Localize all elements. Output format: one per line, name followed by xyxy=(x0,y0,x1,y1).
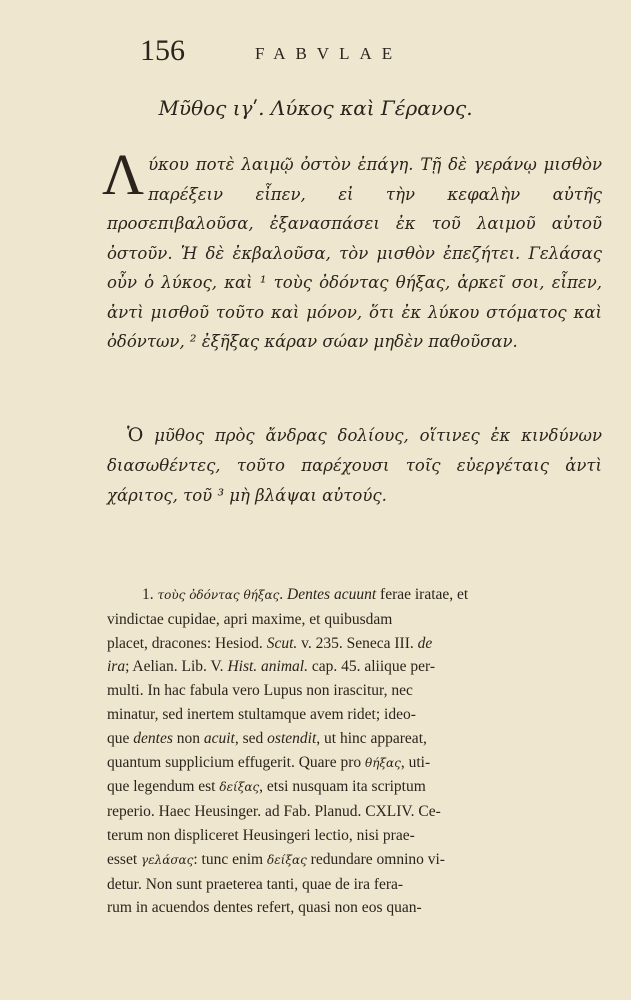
footnote-text: ferae iratae, et xyxy=(376,586,469,603)
footnote-line xyxy=(107,775,602,800)
footnote-italic-text: Scut. xyxy=(266,634,298,652)
footnote-text: ; Aelian. Lib. V. xyxy=(125,658,228,676)
footnote-text: non xyxy=(172,729,204,747)
footnote-greek-text: τοὺς ὀδόντας θήξας xyxy=(157,588,280,602)
running-head: FABVLAE xyxy=(255,44,403,63)
footnote-italic-text: ira xyxy=(107,658,126,676)
footnote-line xyxy=(107,679,602,703)
footnote-text: terum non displiceret Heusingeri lectio, nisi prae- xyxy=(107,826,415,844)
footnote-line xyxy=(107,848,602,873)
fable-body: ύκου ποτὲ λαιμῷ ὀστὸν ἐπάγη. Τῇ δὲ γεράνῳ μισθὸν παρέξειν εἶπεν, εἰ τὴν κεφαλὴν αὐτῆς προσεπιβαλοῦσα, ἐξανασπάσει ἐκ τοῦ λαιμοῦ αὐτοῦ ὀστοῦν. Ἡ δὲ ἐκβαλοῦσα, τὸν μισθὸν ἐπεζήτει. Γελάσας οὖν ὁ λύκος, καὶ ¹ τοὺς ὀδόντας θήξας, ἀρκεῖ σοι, εἶπεν, ἀντὶ μισθοῦ τοῦτο καὶ μόνον, ὅτι ἐκ λύκου στόματος καὶ ὀδόντων, ² ἐξῆξας κάραν σώαν μηδὲν παθοῦσαν. xyxy=(107,155,602,351)
footnote-italic-text: acuit xyxy=(203,729,235,747)
footnote-italic-text: ostendit xyxy=(267,729,317,747)
footnote-line xyxy=(107,632,602,656)
footnote-text: esset xyxy=(107,850,142,868)
footnote-text: que legendum est xyxy=(107,778,220,796)
footnote-greek-text: δείξας xyxy=(219,780,260,795)
footnote-text: rum in acuendos dentes refert, quasi non eos quan- xyxy=(107,899,422,917)
footnote-text: 1. xyxy=(142,586,158,603)
footnote-line xyxy=(107,824,602,848)
moral-initial: Ὁ xyxy=(127,424,144,446)
footnote-text: . xyxy=(279,586,288,603)
footnote-greek-text: δείξας xyxy=(266,852,307,867)
fable-moral xyxy=(107,420,602,511)
footnote-line xyxy=(107,583,602,608)
footnote-line xyxy=(107,608,602,632)
footnote-text: placet, dracones: Hesiod. xyxy=(107,634,267,652)
moral-text: μῦθος πρὸς ἄνδρας δολίους, οἵτινες ἐκ κινδύνων διασωθέντες, τοῦτο παρέχουσι τοῖς εὐεργέταις ἀντὶ χάριτος, τοῦ ³ μὴ βλάψαι αὐτούς. xyxy=(107,426,602,505)
footnote-text: cap. 45. aliique per- xyxy=(307,658,436,676)
footnote-italic-text: dentes xyxy=(133,729,173,747)
footnote-text: quantum supplicium effugerit. Quare pro xyxy=(107,753,365,771)
footnote-greek-text: γελάσας xyxy=(141,852,194,867)
footnote-text: , etsi nusquam ita scriptum xyxy=(259,778,426,796)
fable-text xyxy=(102,142,602,357)
footnote-text: reperio. Haec Heusinger. ad Fab. Planud. CXLIV. Ce- xyxy=(107,803,441,821)
footnote-greek-text: θήξας xyxy=(364,755,401,770)
footnote-text: : tunc enim xyxy=(193,850,267,868)
footnote-text: , sed xyxy=(234,729,268,747)
footnote-italic-text: Hist. animal. xyxy=(227,658,308,676)
footnote-text: redundare omnino vi- xyxy=(306,850,445,868)
footnote-line xyxy=(107,655,602,679)
footnote-line xyxy=(107,727,602,751)
footnote-line xyxy=(107,751,602,776)
footnote-italic-text: Dentes acuunt xyxy=(287,586,377,603)
footnote-text: detur. Non sunt praeterea tanti, quae de ira fera- xyxy=(107,875,404,893)
footnote-text: minatur, sed inertem stultamque avem ridet; ideo- xyxy=(107,705,416,723)
footnote-line xyxy=(107,703,602,727)
footnote-line xyxy=(107,873,602,897)
footnote-text: v. 235. Seneca III. xyxy=(297,634,418,652)
page-number: 156 xyxy=(140,34,185,67)
footnote-text: multi. In hac fabula vero Lupus non irascitur, nec xyxy=(107,682,413,700)
footnote-text: , uti- xyxy=(400,753,431,771)
fable-title: Μῦθος ιγʹ. Λύκος καὶ Γέρανος. xyxy=(158,96,473,120)
footnote-text: que xyxy=(107,729,134,747)
page-header xyxy=(140,34,591,74)
footnote-text: , ut hinc appareat, xyxy=(316,729,427,747)
footnote-italic-text: de xyxy=(417,634,433,652)
footnote-line xyxy=(107,896,602,920)
footnote-text: vindictae cupidae, apri maxime, et quibusdam xyxy=(107,610,393,628)
drop-cap: Λ xyxy=(102,142,145,207)
footnote-line xyxy=(107,800,602,824)
footnotes xyxy=(107,583,602,920)
